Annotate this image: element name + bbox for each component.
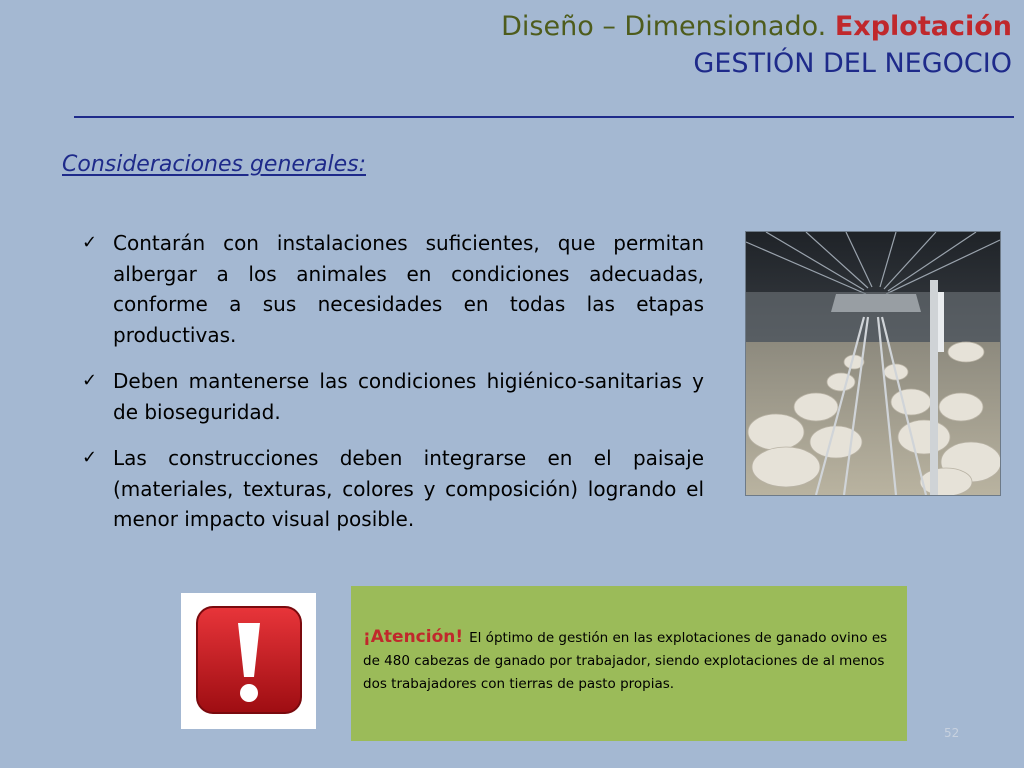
list-item [82, 366, 704, 427]
section-heading: Consideraciones generales: [62, 152, 366, 177]
bullet-text: Contarán con instalaciones suficientes, que permitan albergar a los animales en condiciones adecuadas, conforme a sus necesidades en todas las etapas productivas. [113, 231, 704, 347]
title-main: Diseño – Dimensionado. [501, 11, 827, 42]
note-heading: ¡Atención! [363, 627, 464, 647]
attention-note [351, 586, 907, 741]
page-subtitle: GESTIÓN DEL NEGOCIO [693, 48, 1012, 79]
list-item [82, 443, 704, 535]
list-item [82, 228, 704, 350]
bullet-list [82, 228, 704, 551]
page-number: 52 [944, 726, 960, 740]
note-text: El óptimo de gestión en las explotaciones de ganado ovino es de 480 cabezas de ganado por trabajador, siendo explotaciones de al menos dos trabajadores con tierras de pasto propias. [363, 630, 888, 692]
exclamation-warning-icon [195, 605, 303, 715]
title-accent: Explotación [834, 11, 1012, 42]
warning-panel [181, 593, 316, 729]
check-icon: ✓ [82, 370, 98, 391]
page-title [501, 8, 1012, 46]
check-icon: ✓ [82, 447, 98, 468]
sheep-barn-illustration [746, 232, 1000, 495]
title-block [501, 8, 1012, 82]
bullet-text: Las construcciones deben integrarse en el paisaje (materiales, texturas, colores y composición) logrando el menor impacto visual posible. [113, 446, 704, 531]
bullet-text: Deben mantenerse las condiciones higiénico-sanitarias y de bioseguridad. [113, 369, 704, 424]
title-divider [74, 116, 1014, 118]
check-icon: ✓ [82, 232, 98, 253]
sheep-barn-photo [745, 231, 1001, 496]
note-body [363, 626, 897, 696]
